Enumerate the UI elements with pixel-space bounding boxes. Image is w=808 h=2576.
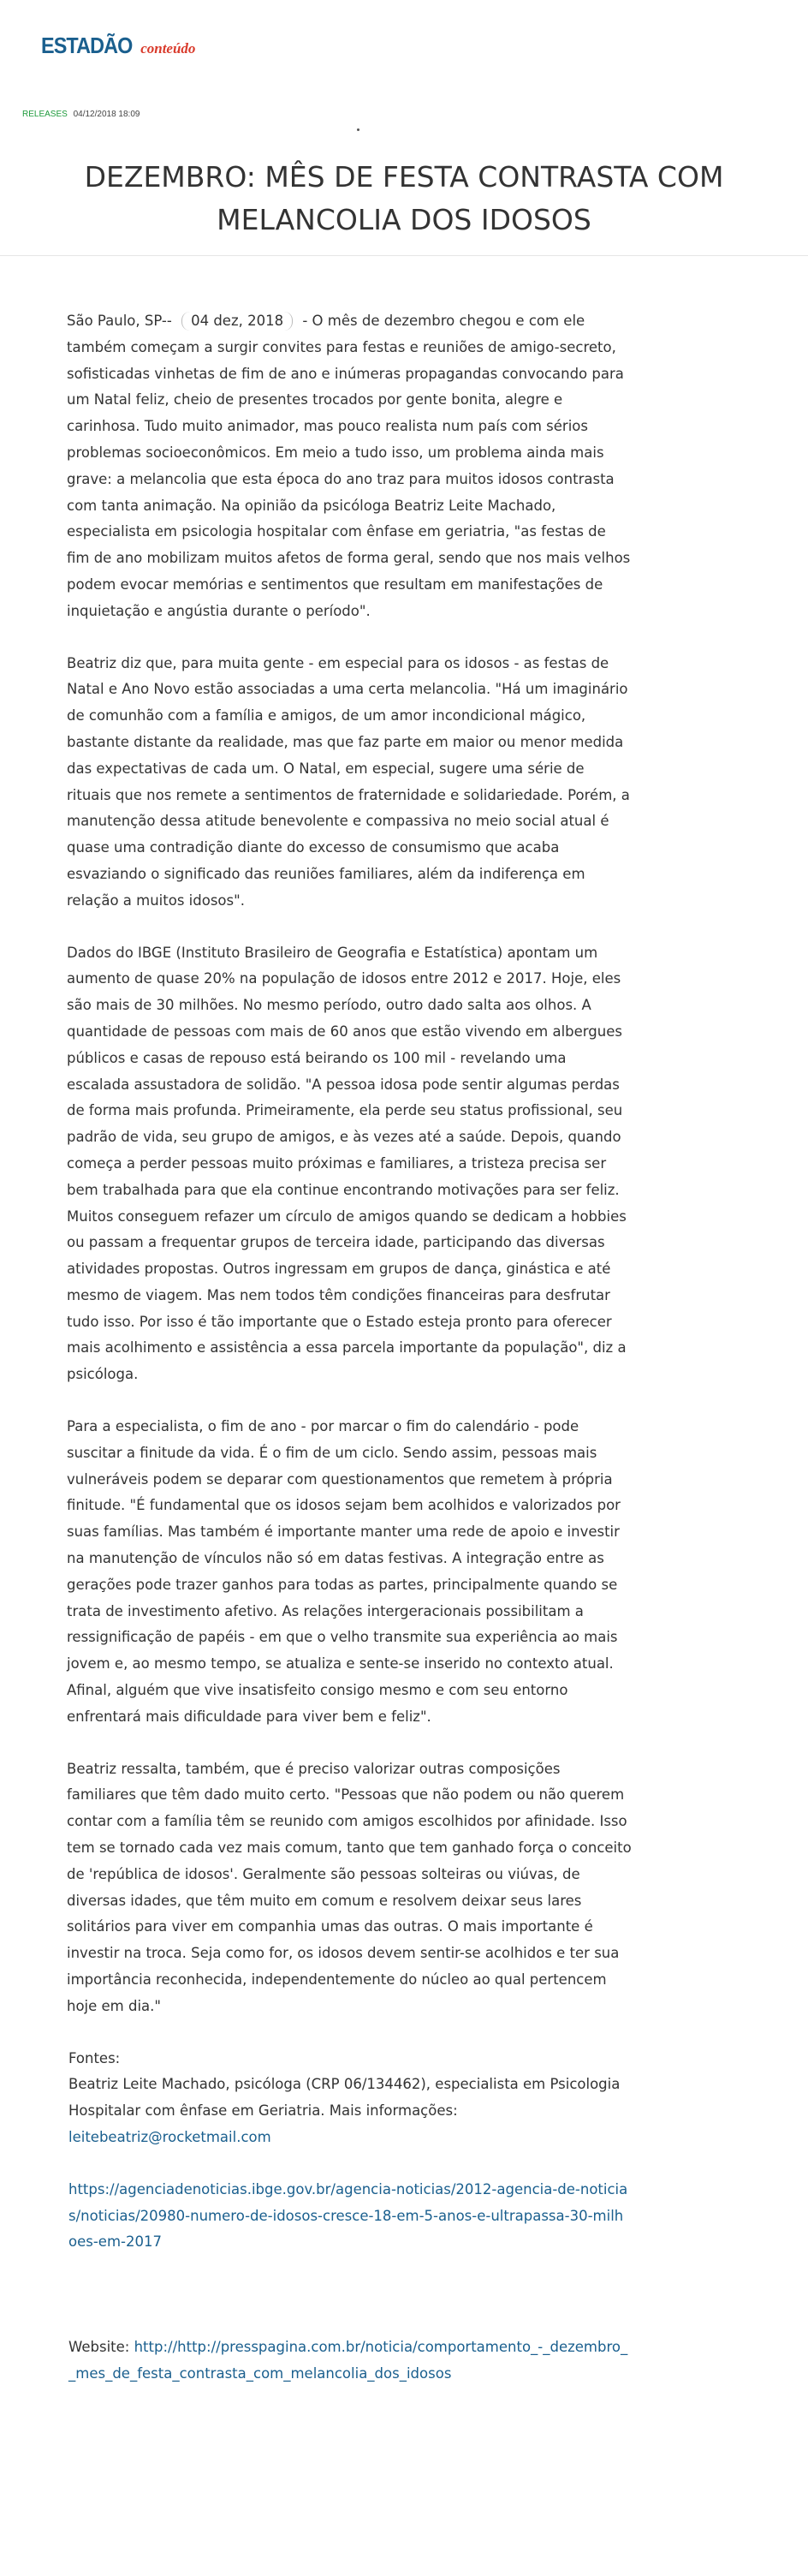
- publish-timestamp: 04/12/2018 18:09: [73, 110, 140, 119]
- header-divider: [0, 255, 808, 256]
- article-title: DEZEMBRO: MÊS DE FESTA CONTRASTA COM MELANCOLIA DOS IDOSOS: [84, 160, 724, 236]
- article-meta: [22, 110, 140, 119]
- paragraph-2: Beatriz diz que, para muita gente - em especial para os idosos - as festas de Natal e Ano Novo estão associadas a uma certa melancolia. "Há um imaginário de comunhão com a família e amigos, de um amor incondicional mágico, bastante distante da realidade, mas que faz parte em maior ou menor medida das expectativas de cada um. O Natal, em especial, sugere uma série de rituais que nos remete a sentimentos de fraternidade e solidariedade. Porém, a manutenção dessa atitude benevolente e compassiva no meio social atual é quase uma contradição diante do excesso de consumismo que acaba esvaziando o significado das reuniões familiares, além da indiferença em relação a muitos idosos".: [67, 654, 630, 909]
- email-link[interactable]: leitebeatriz@rocketmail.com: [68, 2129, 271, 2145]
- brand-name: ESTADÃO: [41, 33, 133, 58]
- category-link[interactable]: RELEASES: [22, 110, 68, 119]
- dateline: São Paulo, SP--: [67, 313, 172, 329]
- separator-dot: [357, 128, 359, 131]
- brand-logo[interactable]: [41, 33, 195, 59]
- sources-section: [67, 2046, 632, 2388]
- paragraph-4: Para a especialista, o fim de ano - por marcar o fim do calendário - pode suscitar a finitude da vida. É o fim de um ciclo. Sendo assim, pessoas mais vulneráveis podem se deparar com questionamentos que remetem à própria finitude. "É fundamental que os idosos sejam bem acolhidos e valorizados por suas famílias. Mas também é importante manter uma rede de apoio e investir na manutenção de vínculos não só em datas festivas. A integração entre as gerações pode trazer ganhos para todas as partes, principalmente quando se trata de investimento afetivo. As relações intergeracionais possibilitam a ressignificação de papéis - em que o velho transmite sua experiência ao mais jovem e, ao mesmo tempo, se atualiza e sente-se inserido no contexto atual. Afinal, alguém que vive insatisfeito consigo mesmo e com seu entorno enfrentará mais dificuldade para viver bem e feliz".: [67, 1418, 621, 1725]
- paragraph-1: [67, 308, 632, 625]
- paragraph-3: Dados do IBGE (Instituto Brasileiro de Geografia e Estatística) apontam um aumento de quase 20% na população de idosos entre 2012 e 2017. Hoje, eles são mais de 30 milhões. No mesmo período, outro dado salta aos olhos. A quantidade de pessoas com mais de 60 anos que estão vivendo em albergues públicos e casas de repouso está beirando os 100 mil - revelando uma escalada assustadora de solidão. "A pessoa idosa pode sentir algumas perdas de forma mais profunda. Primeiramente, ela perde seu status profissional, seu padrão de vida, seu grupo de amigos, e às vezes até a saúde. Depois, quando começa a perder pessoas muito próximas e familiares, a tristeza precisa ser bem trabalhada para que ela continue encontrando motivações para ser feliz. Muitos conseguem refazer um círculo de amigos quando se dedicam a hobbies ou passam a frequentar grupos de terceira idade, participando das diversas atividades propostas. Outros ingressam em grupos de dança, ginástica e até mesmo de viagem. Mas nem todos têm condições financeiras para desfrutar tudo isso. Por isso é tão importante que o Estado esteja pronto para oferecer mais acolhimento e assistência a essa parcela importante da população", diz a psicóloga.: [67, 944, 627, 1383]
- website-link[interactable]: http://http://presspagina.com.br/noticia/comportamento_-_dezembro__mes_de_festa_contrasta_com_melancolia_dos_idosos: [68, 2339, 628, 2382]
- ibge-link[interactable]: https://agenciadenoticias.ibge.gov.br/agencia-noticias/2012-agencia-de-noticias/noticias/20980-numero-de-idosos-cresce-18-em-5-anos-e-ultrapassa-30-milhoes-em-2017: [68, 2180, 628, 2251]
- sources-label: Fontes:: [68, 2049, 121, 2066]
- brand-subtitle: conteúdo: [140, 40, 196, 57]
- date-chip: 04 dez, 2018: [181, 312, 293, 331]
- website-label: Website:: [68, 2339, 130, 2356]
- website-line: [68, 2334, 632, 2388]
- paragraph-1-text: - O mês de dezembro chegou e com ele também começam a surgir convites para festas e reuniões de amigo-secreto, sofisticadas vinhetas de fim de ano e inúmeras propagandas convocando para um Natal feliz, cheio de presentes trocados por gente bonita, alegre e carinhosa. Tudo muito animador, mas pouco realista num país com sérios problemas socioeconômicos. Em meio a tudo isso, um problema ainda mais grave: a melancolia que esta época do ano traz para muitos idosos contrasta com tanta animação. Na opinião da psicóloga Beatriz Leite Machado, especialista em psicologia hospitalar com ênfase em geriatria, "as festas de fim de ano mobilizam muitos afetos de forma geral, sendo que nos mais velhos podem evocar memórias e sentimentos que resultam em manifestações de inquietação e angústia durante o período".: [67, 313, 631, 619]
- article-body: [67, 308, 632, 2388]
- sources-text: Beatriz Leite Machado, psicóloga (CRP 06/134462), especialista em Psicologia Hospitalar com ênfase em Geriatria. Mais informações:: [68, 2076, 621, 2120]
- paragraph-5: Beatriz ressalta, também, que é preciso valorizar outras composições familiares que têm dado muito certo. "Pessoas que não podem ou não querem contar com a família têm se reunido com amigos escolhidos por afinidade. Isso tem se tornado cada vez mais comum, tanto que tem ganhado força o conceito de 'república de idosos'. Geralmente são pessoas solteiras ou viúvas, de diversas idades, que têm muito em comum e resolvem deixar seus lares solitários para viver em companhia umas das outras. O mais importante é investir na troca. Seja como for, os idosos devem sentir-se acolhidos e ter sua importância reconhecida, independentemente do núcleo ao qual pertencem hoje em dia.": [67, 1760, 632, 2014]
